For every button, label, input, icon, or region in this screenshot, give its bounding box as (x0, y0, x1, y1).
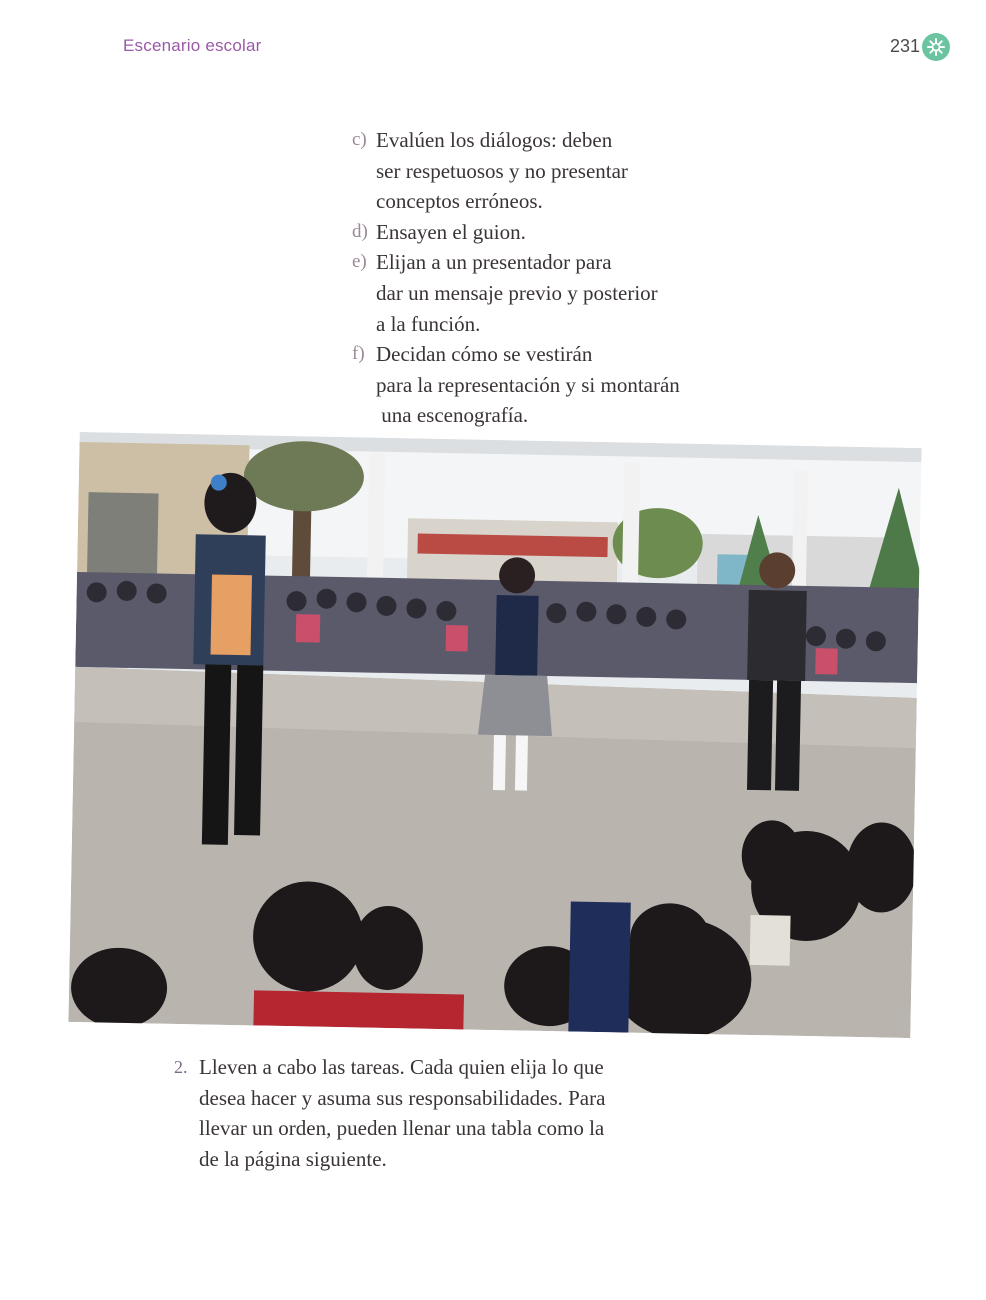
item-letter: c) (352, 129, 367, 150)
item-text: Evalúen los diálogos: deben ser respetuosos y no presentar conceptos erróneos. (376, 128, 628, 214)
item-number: 2. (174, 1057, 188, 1077)
list-item (352, 217, 712, 248)
page-number: 231 (890, 36, 921, 56)
item-text: Decidan cómo se vestirán para la representación y si montarán una escenografía. (376, 342, 680, 428)
instruction-list (352, 125, 712, 431)
flower-section-icon (922, 33, 950, 61)
item-text: Ensayen el guion. (376, 219, 526, 244)
list-item (352, 247, 712, 339)
section-title: Escenario escolar (123, 36, 262, 55)
instruction-item-2 (174, 1052, 644, 1174)
list-item (352, 339, 712, 431)
item-text: Lleven a cabo las tareas. Cada quien elija lo que desea hacer y asuma sus responsabilidades. Para llevar un orden, pueden llenar una tabla como la de la página siguiente. (199, 1055, 606, 1171)
item-letter: f) (352, 343, 365, 365)
list-item (352, 125, 712, 217)
item-text: Elijan a un presentador para dar un mensaje previo y posterior a la función. (376, 250, 658, 336)
item-letter: e) (352, 251, 367, 273)
item-letter: d) (352, 220, 368, 242)
school-play-photo (68, 432, 921, 1038)
